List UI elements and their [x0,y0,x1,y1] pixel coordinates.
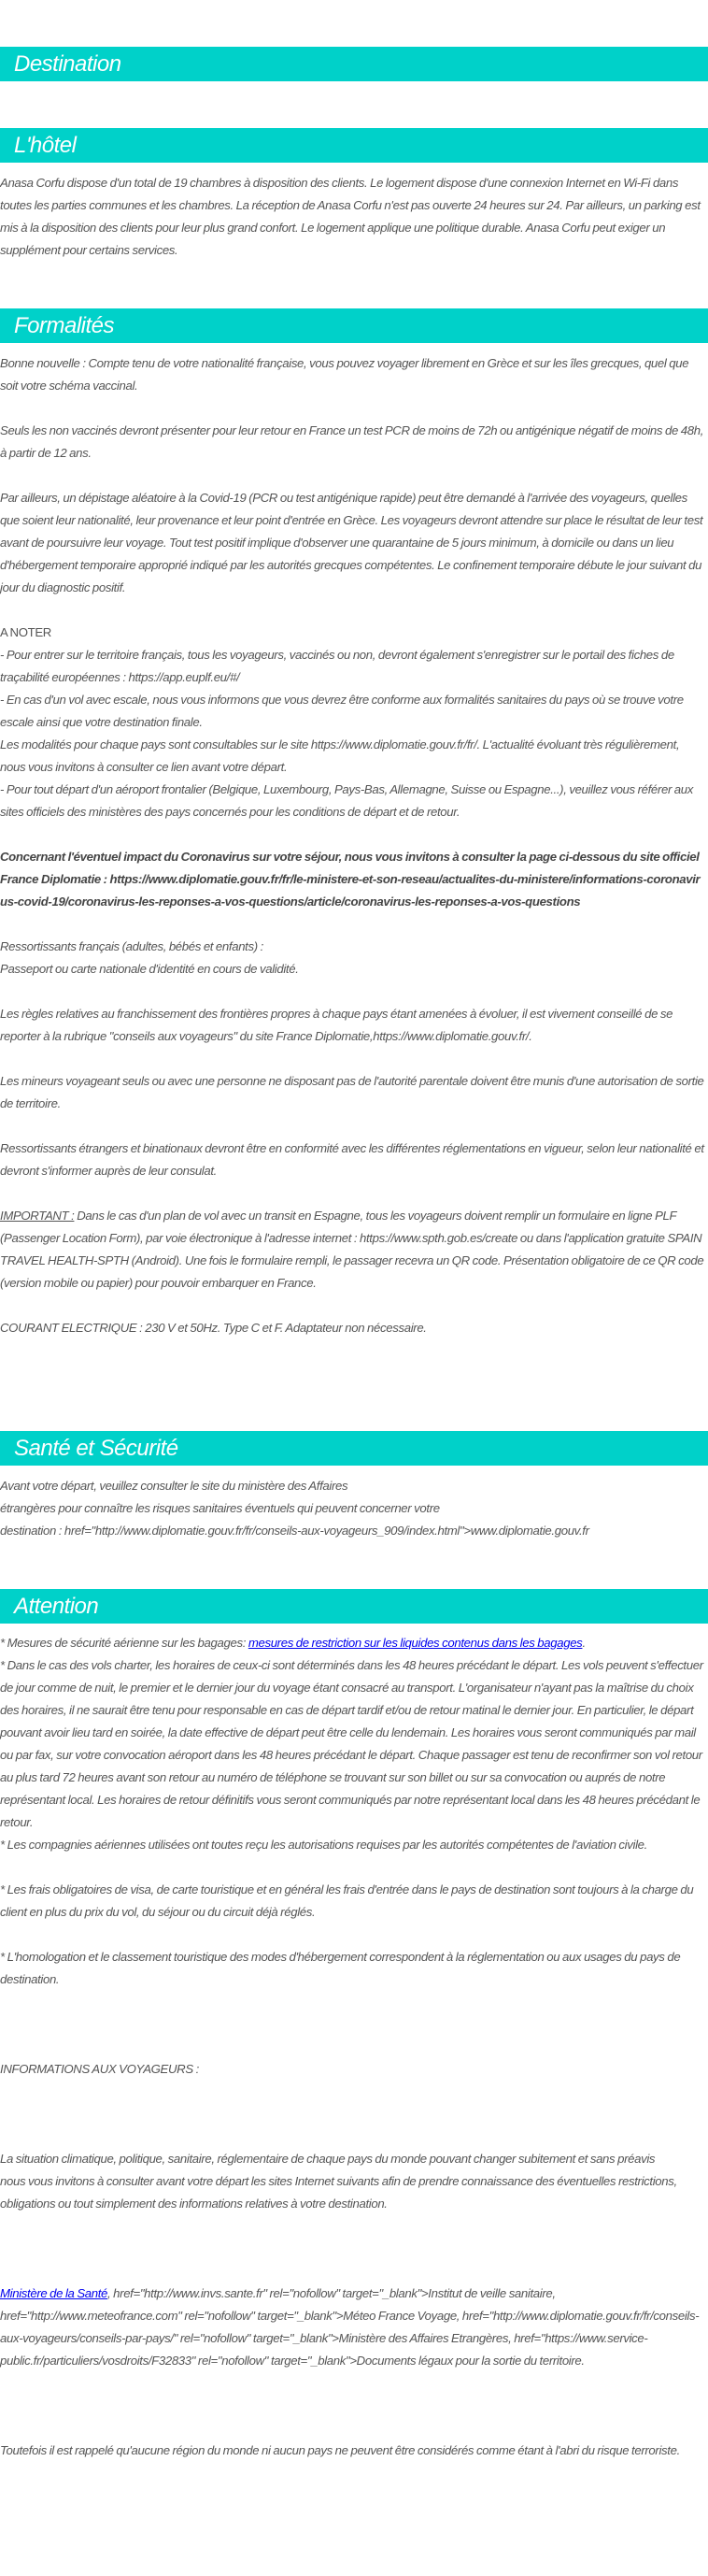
links-text: , href="http://www.invs.sante.fr" rel="nofollow" target="_blank">Institut de veille sanitaire, href="http://www.meteofrance.com" rel="nofollow" target="_blank">Méteo France Voyage, href="http://www.diplomatie.gouv.fr/fr/conseils-aux-voyageurs/conseils-par-pays/" rel="nofollow" target="_blank">Ministère des Affaires Etrangères, href="https://www.service-public.fr/particuliers/vosdroits/F32833" rel="nofollow" target="_blank">Documents légaux pour la sortie du territoire. [0,2286,700,2368]
mineurs-text: Les mineurs voyageant seuls ou avec une personne ne disposant pas de l'autorité parentale doivent être munis d'une autorisation de sortie de territoire. [0,1074,704,1110]
section-title: Santé et Sécurité [14,1436,178,1461]
liquides-restriction-link[interactable]: mesures de restriction sur les liquides contenus dans les bagages [248,1636,583,1650]
sante-line: étrangères pour connaître les risques sanitaires éventuels qui peuvent concerner votre [0,1501,440,1515]
important-notice [0,1205,706,1295]
sante-line: destination : href="http://www.diplomatie.gouv.fr/fr/conseils-aux-voyageurs_909/index.html">www.diplomatie.gouv.fr [0,1524,589,1538]
compagnies-notice: * Les compagnies aériennes utilisées ont toutes reçu les autorisations requises par les autorités compétentes de l'aviation civile. [0,1838,647,1852]
charter-notice: * Dans le cas des vols charter, les horaires de ceux-ci sont déterminés dans les 48 heures précédant le départ. Les vols peuvent s'effectuer de jour comme de nuit, le premier et le dernier jour du voyage étant consacré au transport. L'organisateur n'ayant pas la maîtrise du choix des horaires, il ne saurait être tenu pour responsable en cas de départ tardif et/ou de retour matinal le dernier jour. En particulier, le départ pouvant avoir lieu tard en soirée, la date effective de départ peut être celle du lendemain. Les horaires vous seront communiqués par mail ou par fax, sur votre convocation aéroport dans les 48 heures précédant le départ. Chaque passager est tenu de reconfirmer son vol retour au plus tard 72 heures avant son retour au numéro de téléphone se trouvant sur son billet ou sur sa convocation ou auprés de notre représentant local. Les horaires de retour définitifs vous seront communiqués par notre représentant local dans les 48 heures précédant le retour. [0,1658,703,1829]
note-item: - Pour entrer sur le territoire français, tous les voyageurs, vaccinés ou non, devront également s'enregistrer sur le portail des fiches de traçabilité européennes : https://app.euplf.eu/#/ [0,648,674,684]
section-title: Attention [14,1594,99,1619]
terrorisme-notice: Toutefois il est rappelé qu'aucune région du monde ni aucun pays ne peuvent être considérés comme étant à l'abri du risque terroriste. [0,2443,680,2457]
info-voyageurs-title: INFORMATIONS AUX VOYAGEURS : [0,2062,199,2076]
sante-line: Avant votre départ, veuillez consulter le site du ministère des Affaires [0,1479,348,1493]
note-item: - En cas d'un vol avec escale, nous vous informons que vous devrez être conforme aux formalités sanitaires du pays où se trouve votre escale ainsi que votre destination finale. [0,693,684,729]
hotel-description [0,172,706,262]
etrangers-text: Ressortissants étrangers et binationaux devront être en conformité avec les différentes réglementations en vigueur, selon leur nationalité et devront s'informer auprès de leur consulat. [0,1141,704,1178]
ressortissants-title: Ressortissants français (adultes, bébés et enfants) : [0,939,263,953]
section-header-hotel [0,128,708,163]
frontieres-rules: Les règles relatives au franchissement des frontières propres à chaque pays étant amenées à évoluer, il est vivement conseillé de se reporter à la rubrique "conseils aux voyageurs" du site France Diplomatie,https://www.diplomatie.gouv.fr/. [0,1007,673,1043]
bagages-notice [0,1632,706,1654]
frais-notice: * Les frais obligatoires de visa, de carte touristique et en général les frais d'entrée dans le pays de destination sont toujours à la charge du client en plus du prix du vol, du séjour ou du circuit déjà réglés. [0,1882,694,1919]
formalites-paragraph: Par ailleurs, un dépistage aléatoire à la Covid-19 (PCR ou test antigénique rapide) peut être demandé à l'arrivée des voyageurs, quelles que soient leur nationalité, leur provenance et leur point d'entrée en Grèce. Les voyageurs devront attendre sur place le résultat de leur test avant de poursuivre leur voyage. Tout test positif implique d'observer une quarantaine de 5 jours minimum, à domicile ou dans un lieu d'hébergement temporaire approprié indiqué par les autorités grecques compétentes. Le confinement temporaire débute le jour suivant du jour du diagnostic positif. [0,491,703,594]
section-header-sante [0,1431,708,1466]
section-header-attention [0,1589,708,1624]
coronavirus-notice: Concernant l'éventuel impact du Coronavirus sur votre séjour, nous vous invitons à consulter la page ci-dessous du site officiel France Diplomatie : https://www.diplomatie.gouv.fr/fr/le-ministere-et-son-reseau/actualites-du-ministere/informations-coronavirus-covid-19/coronavirus-les-reponses-a-vos-questions/article/coronavirus-les-reponses-a-vos-questions [0,850,701,909]
situation-text: La situation climatique, politique, sanitaire, réglementaire de chaque pays du monde pouvant changer subitement et sans préavis [0,2152,656,2166]
note-title: A NOTER [0,625,51,639]
section-title: Destination [14,51,121,77]
note-item: Les modalités pour chaque pays sont consultables sur le site https://www.diplomatie.gouv.fr/fr/. L'actualité évoluant très régulièrement, nous vous invitons à consulter ce lien avant votre départ. [0,737,680,774]
bagages-prefix: * Mesures de sécurité aérienne sur les bagages: [0,1636,248,1650]
ministere-sante-link[interactable]: Ministère de la Santé [0,2286,108,2300]
courant-electrique: COURANT ELECTRIQUE : 230 V et 50Hz. Type C et F. Adaptateur non nécessaire. [0,1321,427,1335]
section-title: L'hôtel [14,133,77,158]
section-header-destination [0,47,708,81]
hotel-text: Anasa Corfu dispose d'un total de 19 chambres à disposition des clients. Le logement dispose d'une connexion Internet en Wi-Fi dans toutes les parties communes et les chambres. La réception de Anasa Corfu n'est pas ouverte 24 heures sur 24. Par ailleurs, un parking est mis à la disposition des clients pour leur plus grand confort. Le logement applique une politique durable. Anasa Corfu peut exiger un supplément pour certains services. [0,176,701,257]
important-text: Dans le cas d'un plan de vol avec un transit en Espagne, tous les voyageurs doivent remplir un formulaire en ligne PLF (Passenger Location Form), par voie électronique à l'adresse internet : https://www.spth.gob.es/create ou dans l'application gratuite SPAIN TRAVEL HEALTH-SPTH (Android). Une fois le formulaire rempli, le passager recevra un QR code. Présentation obligatoire de ce QR code (version mobile ou papier) pour pouvoir embarquer en France. [0,1209,704,1290]
bagages-suffix: . [582,1636,586,1650]
formalites-paragraph: Bonne nouvelle : Compte tenu de votre nationalité française, vous pouvez voyager librement en Grèce et sur les îles grecques, quel que soit votre schéma vaccinal. [0,356,689,393]
important-label: IMPORTANT : [0,1209,75,1223]
section-header-formalites [0,308,708,343]
homologation-notice: * L'homologation et le classement touristique des modes d'hébergement correspondent à la réglementation ou aux usages du pays de destination. [0,1950,681,1986]
section-title: Formalités [14,313,115,338]
situation-text: nous vous invitons à consulter avant votre départ les sites Internet suivants afin de prendre connaissance des éventuelles restrictions, obligations ou tout simplement des informations relatives à votre destination. [0,2174,677,2211]
formalites-content [0,352,706,1339]
formalites-paragraph: Seuls les non vaccinés devront présenter pour leur retour en France un test PCR de moins de 72h ou antigénique négatif de moins de 48h, à partir de 12 ans. [0,423,704,460]
attention-content [0,1632,706,2462]
useful-links [0,2283,706,2372]
ressortissants-text: Passeport ou carte nationale d'identité en cours de validité. [0,962,299,976]
sante-content [0,1475,706,1542]
note-item: - Pour tout départ d'un aéroport frontalier (Belgique, Luxembourg, Pays-Bas, Allemagne, Suisse ou Espagne...), veuillez vous référer aux sites officiels des ministères des pays concernés pour les conditions de départ et de retour. [0,782,694,819]
